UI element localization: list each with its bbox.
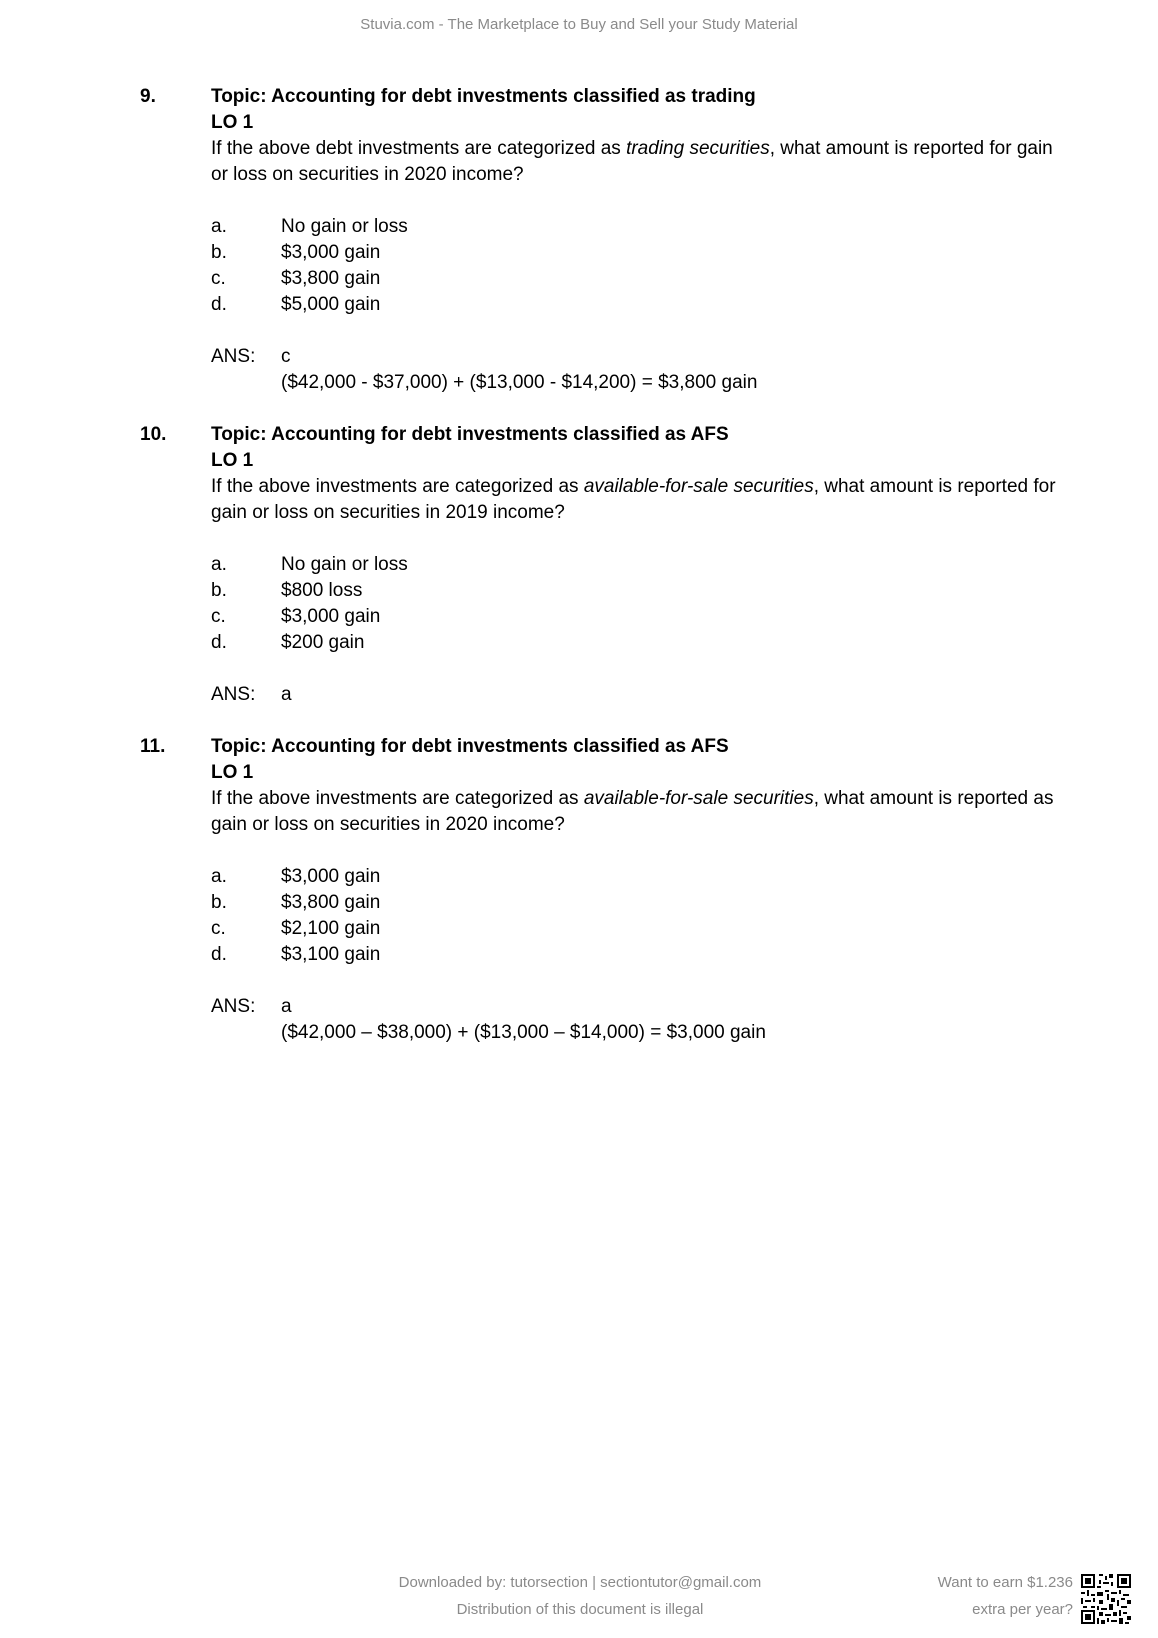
- option-c: c. $3,000 gain: [211, 606, 381, 627]
- option-d: d. $5,000 gain: [211, 294, 381, 315]
- ans-label: ANS:: [211, 996, 256, 1017]
- question-lo: LO 1: [211, 112, 254, 133]
- answer-letter: a: [281, 684, 292, 705]
- question-11: [0, 734, 1158, 1046]
- answer-explanation: ($42,000 - $37,000) + ($13,000 - $14,200) = $3,800 gain: [281, 372, 758, 393]
- ans-label: ANS:: [211, 684, 256, 705]
- question-9: [0, 84, 1158, 396]
- option-d: d. $3,100 gain: [211, 944, 381, 965]
- question-lo: LO 1: [211, 762, 254, 783]
- option-a: a. No gain or loss: [211, 554, 408, 575]
- option-a: a. No gain or loss: [211, 216, 408, 237]
- stuvia-header-banner: Stuvia.com - The Marketplace to Buy and Sell your Study Material: [360, 16, 798, 33]
- question-number: 9.: [140, 86, 156, 107]
- footer-distribution-notice: Distribution of this document is illegal: [456, 1601, 704, 1618]
- answer-block: [211, 682, 1068, 708]
- option-b: b. $3,000 gain: [211, 242, 381, 263]
- qr-code-icon[interactable]: [1081, 1574, 1131, 1624]
- document-content: [0, 84, 1158, 1046]
- option-d: d. $200 gain: [211, 632, 365, 653]
- answer-letter: a: [281, 996, 292, 1017]
- option-a: a. $3,000 gain: [211, 866, 381, 887]
- question-text: If the above investments are categorized as available-for-sale securities, what amount is reported for gain or loss on securities in 2019 income?: [211, 476, 1056, 523]
- option-b: b. $800 loss: [211, 580, 363, 601]
- question-text: If the above investments are categorized as available-for-sale securities, what amount is reported as gain or loss on securities in 2020 income?: [211, 788, 1054, 835]
- footer-downloaded-by: Downloaded by: tutorsection | sectiontutor@gmail.com: [398, 1574, 762, 1591]
- answer-block: [211, 344, 1068, 396]
- option-b: b. $3,800 gain: [211, 892, 381, 913]
- question-number: 11.: [140, 736, 166, 757]
- question-topic: Topic: Accounting for debt investments classified as AFS: [211, 424, 729, 445]
- answer-letter: c: [281, 346, 291, 367]
- question-10: [0, 422, 1158, 708]
- answer-options: [211, 552, 1068, 656]
- answer-block: [211, 994, 1068, 1046]
- answer-options: [211, 864, 1068, 968]
- option-c: c. $2,100 gain: [211, 918, 381, 939]
- question-number: 10.: [140, 424, 167, 445]
- option-c: c. $3,800 gain: [211, 268, 381, 289]
- answer-options: [211, 214, 1068, 318]
- question-lo: LO 1: [211, 450, 254, 471]
- earn-promo-link[interactable]: Want to earn $1.236: [937, 1574, 1073, 1591]
- question-topic: Topic: Accounting for debt investments classified as AFS: [211, 736, 729, 757]
- earn-promo-link-line2[interactable]: extra per year?: [972, 1601, 1073, 1618]
- question-topic: Topic: Accounting for debt investments classified as trading: [211, 86, 756, 107]
- question-text: If the above debt investments are categorized as trading securities, what amount is reported for gain or loss on securities in 2020 income?: [211, 138, 1053, 185]
- ans-label: ANS:: [211, 346, 256, 367]
- answer-explanation: ($42,000 – $38,000) + ($13,000 – $14,000) = $3,000 gain: [281, 1022, 766, 1043]
